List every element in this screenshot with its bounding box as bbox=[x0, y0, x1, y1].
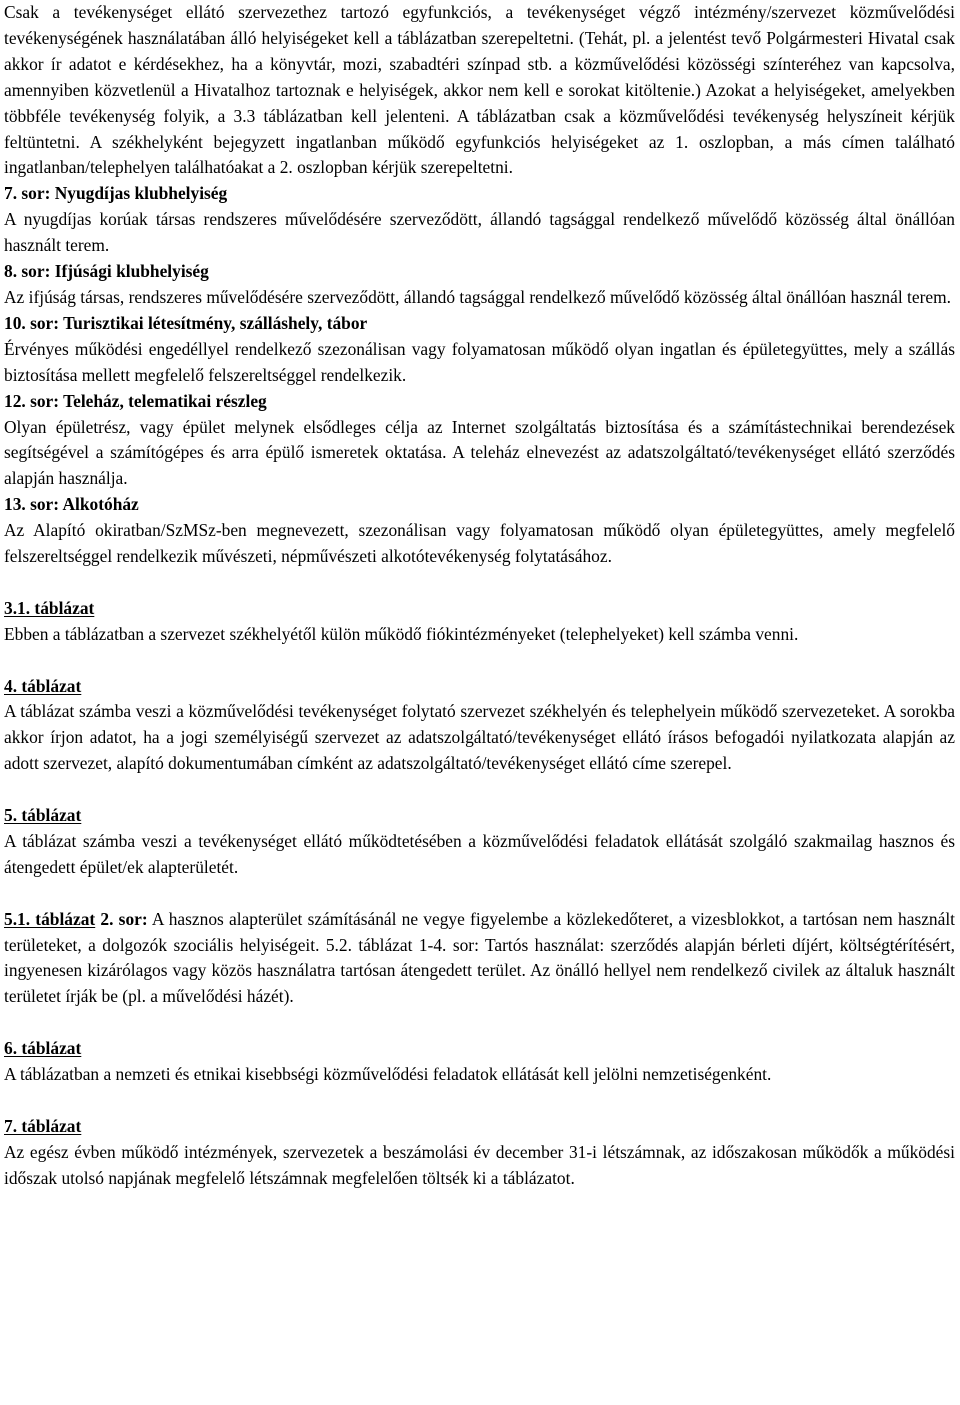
table-5-1-row-label: 2. sor: bbox=[100, 908, 148, 929]
table-5-text: A táblázat számba veszi a tevékenységet ellátó működtetésében a közművelődési feladatok ellátását szolgáló szakmailag hasznos és átengedett épület/ek alapterületét. bbox=[4, 830, 955, 877]
row-13-heading: 13. sor: Alkotóház bbox=[4, 494, 139, 515]
intro-paragraph: Csak a tevékenységet ellátó szervezethez tartozó egyfunkciós, a tevékenységet végző intézmény/szervezet közművelődési tevékenységének használatában álló helyiségeket kell a táblázatban szerepeltetni. (Tehát, pl. a jelentést tevő Polgármesteri Hivatal csak akkor ír adatot e kérdésekhez, ha a könyvtár, mozi, szabadtéri színpad stb. a közművelődési közösségi színteréhez van kapcsolva, amennyiben közvetlenül a Hivatalhoz tartoznak e helyiségek, akkor nem kell e sorokat kitöltenie.) Azokat a helyiségeket, amelyekben többféle tevékenység folyik, a 3.3 táblázatban kell jelenteni. A táblázatban csak a közművelődési tevékenység helyszíneit kérjük feltüntetni. A székhelyként bejegyzett ingatlanban működő egyfunkciós helyiségeket az 1. oszlopban, a más címen található ingatlanban/telephelyen találhatóakat a 2. oszlopban kérjük szerepeltetni. bbox=[4, 2, 955, 178]
row-12-text: Olyan épületrész, vagy épület melynek elsődleges célja az Internet szolgáltatás biztosítása és a számítástechnikai berendezések segítségével a számítógépes és arra épülő ismeretek oktatása. A teleház elnevezést az adatszolgáltató/tevékenységet ellátó szerződés alapján használja. bbox=[4, 416, 955, 489]
row-13-text: Az Alapító okiratban/SzMSz-ben megnevezett, szezonálisan vagy folyamatosan működő olyan épületegyüttes, amely megfelelő felszereltséggel rendelkezik művészeti, népművészeti alkotótevékenység folytatásához. bbox=[4, 520, 955, 567]
row-7-text: A nyugdíjas korúak társas rendszeres művelődésére szerveződött, állandó tagsággal rendelkező művelődő közösség által önállóan használt terem. bbox=[4, 209, 955, 256]
table-4-text: A táblázat számba veszi a közművelődési tevékenységet folytató szervezet székhelyén és telephelyein működő szervezeteket. A sorokba akkor írjon adatot, ha a jogi személyiségű szervezet az adatszolgáltató/tevékenységet ellátó írásos befogadói nyilatkozata alapján az adott szervezet, alapító dokumentumában címként az adatszolgáltató/tevékenységet ellátó címe szerepel. bbox=[4, 701, 955, 774]
table-6-text: A táblázatban a nemzeti és etnikai kisebbségi közművelődési feladatok ellátását kell jelölni nemzetiségenként. bbox=[4, 1064, 772, 1085]
table-5-1-text: A hasznos alapterület számításánál ne vegye figyelembe a közlekedőteret, a vizesblokkot, a tartósan nem használt területeket, a dolgozók szociális helyiségeit. 5.2. táblázat 1-4. sor: Tartós használat: szerződés alapján bérleti díjért, költségtérítésért, ingyenesen kizárólagos vagy közös használatra tartósan átengedett terület. Az önálló hellyel nem rendelkező civilek az általuk használt területet írják be (pl. a művelődési házét). bbox=[4, 908, 956, 1007]
row-8-text: Az ifjúság társas, rendszeres művelődésére szerveződött, állandó tagsággal rendelkező művelődő közösség által önállóan használ terem. bbox=[4, 286, 951, 307]
table-5-heading: 5. táblázat bbox=[4, 805, 82, 826]
row-7-heading: 7. sor: Nyugdíjas klubhelyiség bbox=[4, 183, 228, 204]
table-5-1-heading: 5.1. táblázat bbox=[4, 908, 96, 929]
table-7-heading: 7. táblázat bbox=[4, 1115, 82, 1136]
row-10-heading: 10. sor: Turisztikai létesítmény, szálláshely, tábor bbox=[4, 312, 368, 333]
row-12-heading: 12. sor: Teleház, telematikai részleg bbox=[4, 390, 267, 411]
table-5-1-paragraph bbox=[4, 907, 955, 1011]
table-3-1-heading: 3.1. táblázat bbox=[4, 597, 95, 618]
row-10-text: Érvényes működési engedéllyel rendelkező szezonálisan vagy folyamatosan működő olyan ingatlan és épületegyüttes, mely a szállás biztosítása mellett megfelelő felszereltséggel rendelkezik. bbox=[4, 338, 955, 385]
row-8-heading: 8. sor: Ifjúsági klubhelyiség bbox=[4, 261, 209, 282]
table-4-heading: 4. táblázat bbox=[4, 675, 82, 696]
table-6-heading: 6. táblázat bbox=[4, 1038, 82, 1059]
table-7-text: Az egész évben működő intézmények, szervezetek a beszámolási év december 31-i létszámnak, az időszakosan működők a működési időszak utolsó napjának megfelelő létszámnak megfelelően töltsék ki a táblázatot. bbox=[4, 1141, 955, 1188]
table-3-1-text: Ebben a táblázatban a szervezet székhelyétől külön működő fiókintézményeket (telephelyeket) kell számba venni. bbox=[4, 623, 799, 644]
